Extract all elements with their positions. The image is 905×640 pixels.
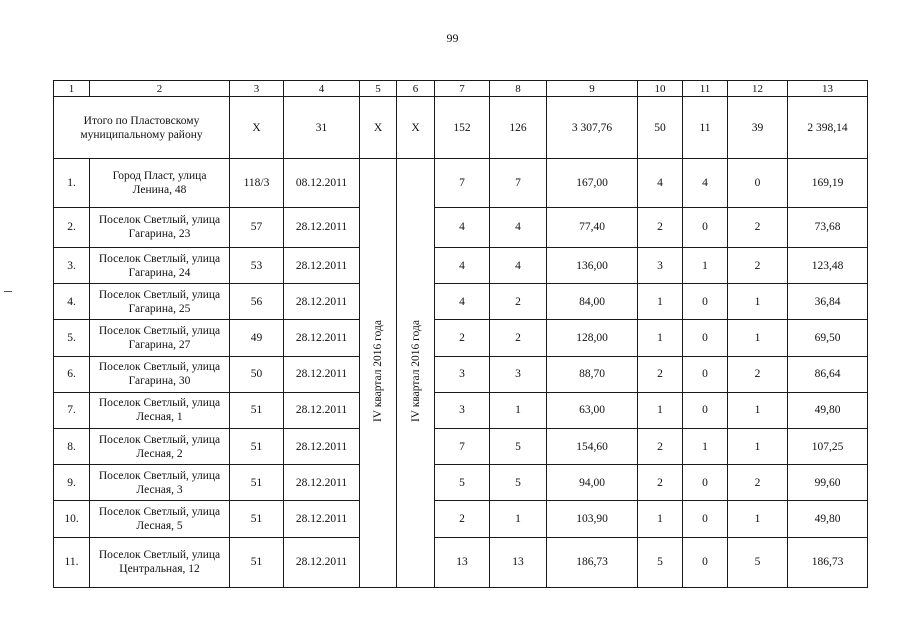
total-label: Итого по Пластовскому муниципальному району — [54, 97, 230, 159]
table-cell: 77,40 — [547, 207, 638, 247]
col-number: 3 — [230, 81, 284, 97]
total-cell: Х — [230, 97, 284, 159]
table-cell: 28.12.2011 — [284, 320, 360, 356]
address-cell: Поселок Светлый, улица Гагарина, 30 — [90, 356, 230, 392]
table-cell: 49 — [230, 320, 284, 356]
table-cell: 50 — [230, 356, 284, 392]
table-cell: 49,80 — [788, 392, 868, 428]
table-cell: 128,00 — [547, 320, 638, 356]
table-cell: 7 — [435, 159, 490, 207]
table-row — [54, 392, 868, 428]
row-number: 5. — [54, 320, 90, 356]
address-cell: Поселок Светлый, улица Лесная, 2 — [90, 428, 230, 464]
table-cell: 1 — [490, 392, 547, 428]
total-cell: 39 — [728, 97, 788, 159]
page-number: 99 — [446, 31, 459, 45]
table-cell: 1 — [638, 501, 683, 537]
table-cell: 1 — [683, 428, 728, 464]
table-cell: 2 — [728, 356, 788, 392]
table-cell: 0 — [683, 356, 728, 392]
table-cell: 99,60 — [788, 465, 868, 501]
table-cell: 28.12.2011 — [284, 501, 360, 537]
table-cell: 0 — [683, 320, 728, 356]
table-cell: 57 — [230, 207, 284, 247]
table-cell: 2 — [638, 207, 683, 247]
table-cell: 2 — [638, 428, 683, 464]
period-text: IV квартал 2016 года — [372, 320, 384, 423]
table-cell: 5 — [638, 537, 683, 587]
table-cell: 2 — [638, 465, 683, 501]
table-cell: 4 — [435, 284, 490, 320]
total-cell: Х — [397, 97, 435, 159]
table-cell: 4 — [490, 247, 547, 283]
table-cell: 69,50 — [788, 320, 868, 356]
table-cell: 167,00 — [547, 159, 638, 207]
table-cell: 1 — [638, 320, 683, 356]
total-cell: 3 307,76 — [547, 97, 638, 159]
table-cell: 56 — [230, 284, 284, 320]
col-number: 11 — [683, 81, 728, 97]
table-cell: 51 — [230, 428, 284, 464]
column-number-row — [54, 81, 868, 97]
table-row — [54, 320, 868, 356]
table-cell: 28.12.2011 — [284, 207, 360, 247]
margin-mark — [4, 291, 12, 292]
table-cell: 4 — [683, 159, 728, 207]
table-row — [54, 159, 868, 207]
table-cell: 186,73 — [788, 537, 868, 587]
col-number: 12 — [728, 81, 788, 97]
table-cell: 2 — [728, 465, 788, 501]
total-cell: 126 — [490, 97, 547, 159]
row-number: 9. — [54, 465, 90, 501]
row-number: 6. — [54, 356, 90, 392]
table-cell: 4 — [638, 159, 683, 207]
table-row — [54, 501, 868, 537]
table-cell: 94,00 — [547, 465, 638, 501]
table-cell: 123,48 — [788, 247, 868, 283]
row-number: 7. — [54, 392, 90, 428]
merged-period-col5 — [360, 159, 397, 588]
table-cell: 2 — [728, 247, 788, 283]
total-cell: 152 — [435, 97, 490, 159]
table-cell: 0 — [683, 537, 728, 587]
row-number: 1. — [54, 159, 90, 207]
table-cell: 2 — [490, 284, 547, 320]
table-cell: 51 — [230, 537, 284, 587]
table-row — [54, 356, 868, 392]
table-row — [54, 207, 868, 247]
table-cell: 51 — [230, 465, 284, 501]
col-number: 9 — [547, 81, 638, 97]
table-cell: 73,68 — [788, 207, 868, 247]
table-cell: 86,64 — [788, 356, 868, 392]
total-cell: Х — [360, 97, 397, 159]
table-cell: 1 — [638, 392, 683, 428]
table-row — [54, 428, 868, 464]
table-cell: 2 — [638, 356, 683, 392]
merged-period-col6 — [397, 159, 435, 588]
row-number: 2. — [54, 207, 90, 247]
table-cell: 186,73 — [547, 537, 638, 587]
address-cell: Город Пласт, улица Ленина, 48 — [90, 159, 230, 207]
table-cell: 4 — [435, 207, 490, 247]
table-cell: 51 — [230, 501, 284, 537]
housing-register-table — [53, 80, 868, 588]
table-cell: 4 — [435, 247, 490, 283]
total-cell: 2 398,14 — [788, 97, 868, 159]
table-cell: 88,70 — [547, 356, 638, 392]
table-cell: 0 — [728, 159, 788, 207]
table-cell: 1 — [683, 247, 728, 283]
table-cell: 103,90 — [547, 501, 638, 537]
table-cell: 1 — [728, 501, 788, 537]
table-cell: 2 — [435, 320, 490, 356]
address-cell: Поселок Светлый, улица Гагарина, 27 — [90, 320, 230, 356]
table-cell: 5 — [490, 428, 547, 464]
table-cell: 28.12.2011 — [284, 392, 360, 428]
table-cell: 0 — [683, 207, 728, 247]
row-number: 11. — [54, 537, 90, 587]
table-row — [54, 247, 868, 283]
table-cell: 7 — [435, 428, 490, 464]
col-number: 5 — [360, 81, 397, 97]
table-cell: 1 — [490, 501, 547, 537]
table-cell: 3 — [638, 247, 683, 283]
table-cell: 28.12.2011 — [284, 356, 360, 392]
total-cell: 31 — [284, 97, 360, 159]
col-number: 1 — [54, 81, 90, 97]
table-cell: 0 — [683, 501, 728, 537]
table-cell: 28.12.2011 — [284, 465, 360, 501]
col-number: 10 — [638, 81, 683, 97]
table-cell: 0 — [683, 392, 728, 428]
table-row — [54, 284, 868, 320]
total-cell: 11 — [683, 97, 728, 159]
table-cell: 28.12.2011 — [284, 428, 360, 464]
table-cell: 28.12.2011 — [284, 284, 360, 320]
row-number: 8. — [54, 428, 90, 464]
table-cell: 51 — [230, 392, 284, 428]
table-cell: 154,60 — [547, 428, 638, 464]
address-cell: Поселок Светлый, улица Гагарина, 23 — [90, 207, 230, 247]
table-cell: 13 — [435, 537, 490, 587]
table-cell: 1 — [728, 428, 788, 464]
table-cell: 2 — [435, 501, 490, 537]
table-cell: 5 — [435, 465, 490, 501]
table-row — [54, 465, 868, 501]
table-cell: 118/3 — [230, 159, 284, 207]
table-row — [54, 537, 868, 587]
table-cell: 53 — [230, 247, 284, 283]
table-cell: 7 — [490, 159, 547, 207]
table-cell: 08.12.2011 — [284, 159, 360, 207]
table-cell: 0 — [683, 465, 728, 501]
address-cell: Поселок Светлый, улица Гагарина, 25 — [90, 284, 230, 320]
address-cell: Поселок Светлый, улица Лесная, 1 — [90, 392, 230, 428]
table-cell: 28.12.2011 — [284, 537, 360, 587]
table-cell: 3 — [435, 356, 490, 392]
table-cell: 63,00 — [547, 392, 638, 428]
table-cell: 1 — [728, 392, 788, 428]
address-cell: Поселок Светлый, улица Лесная, 3 — [90, 465, 230, 501]
row-number: 4. — [54, 284, 90, 320]
table-cell: 1 — [728, 320, 788, 356]
table-cell: 5 — [728, 537, 788, 587]
table-cell: 5 — [490, 465, 547, 501]
table-cell: 169,19 — [788, 159, 868, 207]
address-cell: Поселок Светлый, улица Лесная, 5 — [90, 501, 230, 537]
period-text: IV квартал 2016 года — [409, 320, 422, 423]
col-number: 7 — [435, 81, 490, 97]
table-cell: 3 — [490, 356, 547, 392]
table-cell: 49,80 — [788, 501, 868, 537]
col-number: 13 — [788, 81, 868, 97]
col-number: 4 — [284, 81, 360, 97]
table-cell: 3 — [435, 392, 490, 428]
table-cell: 107,25 — [788, 428, 868, 464]
total-row — [54, 97, 868, 159]
row-number: 10. — [54, 501, 90, 537]
table-cell: 0 — [683, 284, 728, 320]
col-number: 2 — [90, 81, 230, 97]
col-number: 8 — [490, 81, 547, 97]
address-cell: Поселок Светлый, улица Центральная, 12 — [90, 537, 230, 587]
row-number: 3. — [54, 247, 90, 283]
table-cell: 13 — [490, 537, 547, 587]
table-cell: 2 — [490, 320, 547, 356]
table-cell: 84,00 — [547, 284, 638, 320]
col-number: 6 — [397, 81, 435, 97]
table-cell: 136,00 — [547, 247, 638, 283]
table-cell: 2 — [728, 207, 788, 247]
table-cell: 1 — [638, 284, 683, 320]
table-cell: 28.12.2011 — [284, 247, 360, 283]
table-cell: 4 — [490, 207, 547, 247]
table-cell: 1 — [728, 284, 788, 320]
total-cell: 50 — [638, 97, 683, 159]
table-cell: 36,84 — [788, 284, 868, 320]
address-cell: Поселок Светлый, улица Гагарина, 24 — [90, 247, 230, 283]
